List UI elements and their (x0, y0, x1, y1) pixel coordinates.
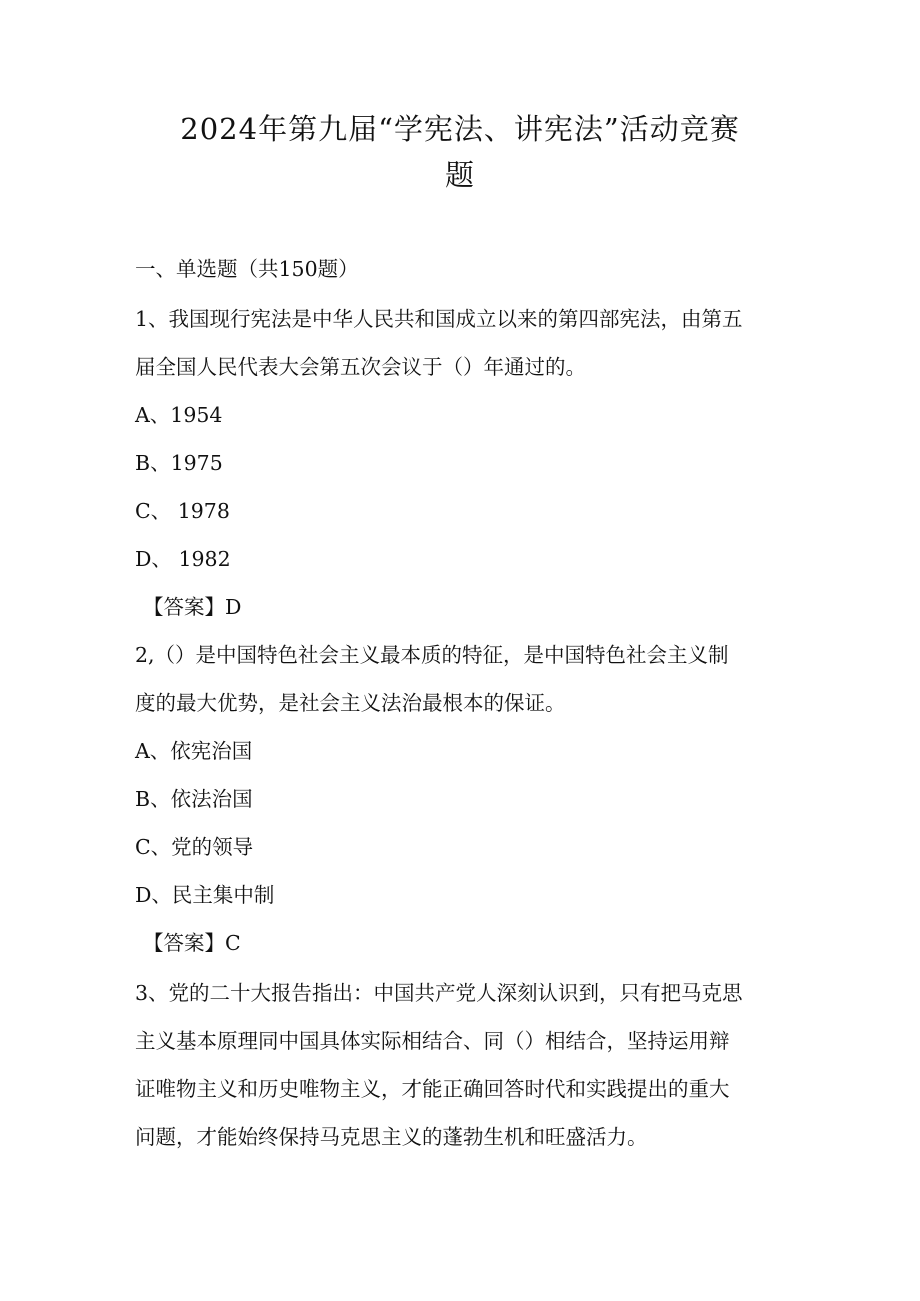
question-2-option-c: C、党的领导 (135, 835, 254, 859)
question-1-option-b: B、1975 (135, 451, 223, 475)
title-line-2: 题 (444, 158, 475, 192)
document-title (110, 106, 810, 198)
question-3-stem-line-2: 主义基本原理同中国具体实际相结合、同（）相结合，坚持运用辩 (135, 1029, 730, 1053)
question-1-answer: 【答案】D (143, 595, 242, 619)
question-2-stem-line-1: 2,（）是中国特色社会主义最本质的特征，是中国特色社会主义制 (135, 643, 729, 667)
question-1-option-d: D、 1982 (135, 547, 231, 571)
question-3-stem-line-4: 问题，才能始终保持马克思主义的蓬勃生机和旺盛活力。 (135, 1125, 648, 1149)
question-2-option-a: A、依宪治国 (135, 739, 253, 763)
question-3-stem-line-1: 3、党的二十大报告指出：中国共产党人深刻认识到，只有把马克思 (135, 981, 743, 1005)
question-2-option-b: B、依法治国 (135, 787, 253, 811)
question-3-stem-line-3: 证唯物主义和历史唯物主义，才能正确回答时代和实践提出的重大 (135, 1077, 730, 1101)
question-2-option-d: D、民主集中制 (135, 883, 275, 907)
question-2-answer: 【答案】C (143, 931, 241, 955)
section-heading: 一、单选题（共150题） (135, 257, 359, 281)
question-1-stem-line-2: 届全国人民代表大会第五次会议于（）年通过的。 (135, 355, 586, 379)
title-line-1: 2024年第九届“学宪法、讲宪法”活动竞赛 (180, 112, 740, 146)
question-1-stem-line-1: 1、我国现行宪法是中华人民共和国成立以来的第四部宪法，由第五 (135, 307, 743, 331)
question-1-option-c: C、 1978 (135, 499, 230, 523)
question-2-stem-line-2: 度的最大优势，是社会主义法治最根本的保证。 (135, 691, 566, 715)
question-1-option-a: A、1954 (135, 403, 223, 427)
